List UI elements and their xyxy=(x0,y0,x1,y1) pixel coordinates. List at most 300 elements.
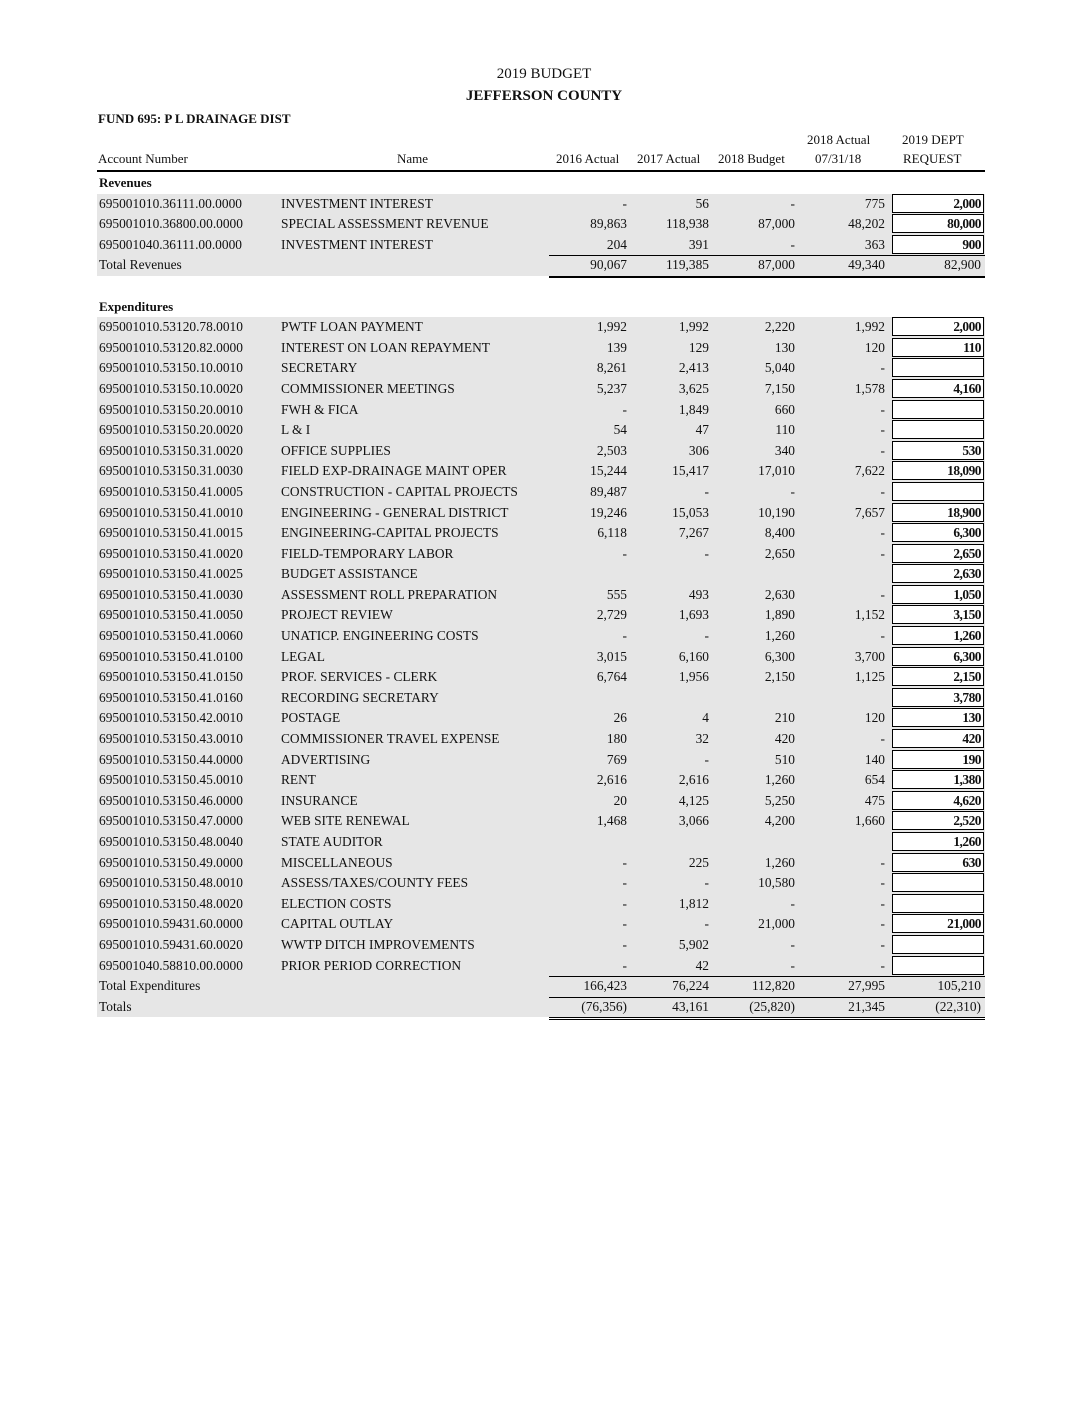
actual-2018-ytd-value: - xyxy=(880,525,885,541)
budget-2018-value: 1,890 xyxy=(764,607,795,623)
account-name: PRIOR PERIOD CORRECTION xyxy=(281,957,462,973)
actual-2018-ytd-value: 120 xyxy=(864,710,885,726)
actual-2017-value: 1,812 xyxy=(678,895,709,911)
account-name: ASSESS/TAXES/COUNTY FEES xyxy=(281,875,469,891)
actual-2018-ytd-value: - xyxy=(880,360,885,376)
budget-2018-value: 17,010 xyxy=(758,463,795,479)
account-name: INSURANCE xyxy=(281,792,358,808)
actual-2018-ytd-value: - xyxy=(880,483,885,499)
budget-2018-value: - xyxy=(790,957,795,973)
expenditure-rows xyxy=(97,317,985,976)
table-row xyxy=(97,338,985,359)
actual-2017-value: 15,417 xyxy=(672,463,709,479)
account-number: 695001010.53150.49.0000 xyxy=(99,854,243,870)
actual-2018-ytd-value: - xyxy=(880,957,885,973)
request-2019-value: 1,380 xyxy=(953,772,981,788)
table-row xyxy=(97,811,985,832)
actual-2017-value: 225 xyxy=(688,854,709,870)
request-2019-value: 2,650 xyxy=(953,545,981,561)
request-2019-value: 110 xyxy=(963,339,981,355)
account-number: 695001010.53150.47.0000 xyxy=(99,813,243,829)
budget-2018-value: 7,150 xyxy=(764,380,795,396)
account-number: 695001040.36111.00.0000 xyxy=(99,236,242,252)
actual-2016-value: 139 xyxy=(606,339,627,355)
account-name: FWH & FICA xyxy=(281,401,359,417)
request-2019-input[interactable] xyxy=(892,420,984,439)
total-2018-budget-value: (25,820) xyxy=(749,998,795,1014)
account-number: 695001010.59431.60.0000 xyxy=(99,916,243,932)
total-revenues-underline xyxy=(549,276,985,278)
total-2018-budget-value: 87,000 xyxy=(758,257,795,273)
request-2019-input[interactable] xyxy=(892,461,984,480)
actual-2016-value: 89,863 xyxy=(590,216,627,232)
request-2019-input[interactable] xyxy=(892,688,984,707)
actual-2018-ytd-value: 140 xyxy=(864,751,885,767)
account-name: SECRETARY xyxy=(281,360,358,376)
request-2019-value: 900 xyxy=(962,236,981,252)
actual-2018-ytd-value: 3,700 xyxy=(854,648,885,664)
total-rule xyxy=(549,255,985,256)
actual-2018-ytd-value: - xyxy=(880,731,885,747)
table-row xyxy=(97,956,985,977)
budget-2018-value: - xyxy=(790,936,795,952)
account-number: 695001010.53150.41.0020 xyxy=(99,545,243,561)
actual-2016-value: 5,237 xyxy=(596,380,627,396)
actual-2017-value: 118,938 xyxy=(665,216,709,232)
request-2019-value: 420 xyxy=(962,731,981,747)
budget-2018-value: 420 xyxy=(774,731,795,747)
request-2019-input[interactable] xyxy=(892,503,984,522)
actual-2018-ytd-value: 1,152 xyxy=(854,607,885,623)
account-number: 695001010.53150.41.0005 xyxy=(99,483,243,499)
actual-2016-value: - xyxy=(622,401,627,417)
actual-2017-value: 2,413 xyxy=(678,360,709,376)
actual-2017-value: 4,125 xyxy=(678,792,709,808)
budget-2018-value: 1,260 xyxy=(764,854,795,870)
request-2019-value: 18,090 xyxy=(947,463,981,479)
table-row xyxy=(97,832,985,853)
actual-2017-value: 15,053 xyxy=(672,504,709,520)
actual-2016-value: 2,729 xyxy=(596,607,627,623)
header-2019-request: REQUEST xyxy=(903,151,962,166)
budget-2018-value: 2,650 xyxy=(764,545,795,561)
total-2017-value: 119,385 xyxy=(665,257,709,273)
request-2019-value: 6,300 xyxy=(953,648,981,664)
account-number: 695001010.53150.20.0020 xyxy=(99,422,243,438)
budget-2018-value: 10,580 xyxy=(758,875,795,891)
table-row xyxy=(97,935,985,956)
account-number: 695001010.53150.41.0050 xyxy=(99,607,243,623)
actual-2016-value: - xyxy=(622,195,627,211)
table-row xyxy=(97,626,985,647)
total-2019-request-value: 82,900 xyxy=(944,257,981,273)
request-2019-input[interactable] xyxy=(892,894,984,913)
account-name: ASSESSMENT ROLL PREPARATION xyxy=(281,586,498,602)
request-2019-value: 21,000 xyxy=(947,916,981,932)
revenues-section-header xyxy=(97,173,985,194)
account-number: 695001010.53150.41.0010 xyxy=(99,504,243,520)
expenditures-label: Expenditures xyxy=(99,298,174,314)
actual-2016-value: 6,764 xyxy=(596,669,627,685)
header-2018-budget: 2018 Budget xyxy=(718,151,785,166)
account-name: FIELD EXP-DRAINAGE MAINT OPER xyxy=(281,463,507,479)
request-2019-input[interactable] xyxy=(892,585,984,604)
header-2018-actual: 2018 Actual xyxy=(807,132,871,147)
actual-2016-value: - xyxy=(622,628,627,644)
actual-2016-value: 2,503 xyxy=(596,442,627,458)
actual-2018-ytd-value: - xyxy=(880,936,885,952)
actual-2018-ytd-value: - xyxy=(880,442,885,458)
request-2019-input[interactable] xyxy=(892,647,984,666)
budget-2018-value: 87,000 xyxy=(758,216,795,232)
account-name: ENGINEERING - GENERAL DISTRICT xyxy=(281,504,509,520)
account-number: 695001010.53150.31.0030 xyxy=(99,463,243,479)
account-number: 695001010.53150.41.0150 xyxy=(99,669,243,685)
request-2019-value: 6,300 xyxy=(953,525,981,541)
table-row xyxy=(97,482,985,503)
actual-2018-ytd-value: 120 xyxy=(864,339,885,355)
actual-2016-value: 3,015 xyxy=(596,648,627,664)
account-name: ADVERTISING xyxy=(281,751,371,767)
account-number: 695001010.53150.48.0010 xyxy=(99,875,243,891)
account-number: 695001010.53150.10.0020 xyxy=(99,380,243,396)
account-name: MISCELLANEOUS xyxy=(281,854,393,870)
budget-2018-value: 340 xyxy=(774,442,795,458)
budget-2018-value: 2,630 xyxy=(764,586,795,602)
request-2019-input[interactable] xyxy=(892,358,984,377)
table-row xyxy=(97,914,985,935)
actual-2016-value: 19,246 xyxy=(590,504,627,520)
account-name: FIELD-TEMPORARY LABOR xyxy=(281,545,454,561)
actual-2018-ytd-value: 1,992 xyxy=(854,319,885,335)
account-number: 695001010.53120.78.0010 xyxy=(99,319,243,335)
account-name: UNATICP. ENGINEERING COSTS xyxy=(281,628,479,644)
request-2019-input[interactable] xyxy=(892,729,984,748)
budget-2018-value: - xyxy=(790,195,795,211)
header-2016-actual: 2016 Actual xyxy=(556,151,620,166)
actual-2018-ytd-value: 475 xyxy=(864,792,885,808)
actual-2018-ytd-value: 363 xyxy=(864,236,885,252)
actual-2018-ytd-value: 1,660 xyxy=(854,813,885,829)
total-2019-request-value: (22,310) xyxy=(935,998,981,1014)
budget-2018-value: 660 xyxy=(774,401,795,417)
budget-2018-value: 2,220 xyxy=(764,319,795,335)
request-2019-input[interactable] xyxy=(892,523,984,542)
table-row xyxy=(97,585,985,606)
table-row xyxy=(97,770,985,791)
actual-2018-ytd-value: - xyxy=(880,401,885,417)
actual-2017-value: 5,902 xyxy=(678,936,709,952)
request-2019-input[interactable] xyxy=(892,708,984,727)
account-number: 695001010.53150.48.0040 xyxy=(99,834,243,849)
request-2019-value: 530 xyxy=(962,442,981,458)
account-name: COMMISSIONER MEETINGS xyxy=(281,380,455,396)
request-2019-input[interactable] xyxy=(892,853,984,872)
request-2019-value: 3,780 xyxy=(953,689,981,705)
account-number: 695001010.53120.82.0000 xyxy=(99,339,243,355)
account-number: 695001010.59431.60.0020 xyxy=(99,936,243,952)
account-name: INVESTMENT INTEREST xyxy=(281,236,433,252)
table-row xyxy=(97,564,985,585)
total-2019-request-value: 105,210 xyxy=(937,978,981,994)
request-2019-input[interactable] xyxy=(892,441,984,460)
table-row xyxy=(97,708,985,729)
account-number: 695001010.53150.41.0100 xyxy=(99,648,243,664)
total-2017-value: 76,224 xyxy=(672,978,709,994)
actual-2016-value: - xyxy=(622,545,627,561)
total-rule xyxy=(549,997,985,998)
document-subtitle: JEFFERSON COUNTY xyxy=(465,88,623,104)
actual-2016-value: 89,487 xyxy=(590,483,627,499)
actual-2016-value: - xyxy=(622,957,627,973)
budget-2018-value: 4,200 xyxy=(764,813,795,829)
total-expenditures-row xyxy=(97,976,985,997)
account-number: 695001010.53150.10.0010 xyxy=(99,360,243,376)
request-2019-input[interactable] xyxy=(892,379,984,398)
actual-2016-value: 769 xyxy=(606,751,627,767)
account-name: OFFICE SUPPLIES xyxy=(281,442,391,458)
table-row xyxy=(97,853,985,874)
actual-2017-value: 493 xyxy=(688,586,709,602)
request-2019-input[interactable] xyxy=(892,873,984,892)
request-2019-input[interactable] xyxy=(892,770,984,789)
actual-2017-value: - xyxy=(704,751,709,767)
account-name: PROF. SERVICES - CLERK xyxy=(281,669,438,685)
actual-2018-ytd-value: 1,125 xyxy=(854,669,885,685)
total-label: Totals xyxy=(99,998,132,1014)
budget-2018-value: 2,150 xyxy=(764,669,795,685)
actual-2017-value: 47 xyxy=(695,422,709,438)
actual-2017-value: 1,956 xyxy=(678,669,709,685)
budget-2018-value: 510 xyxy=(774,751,795,767)
header-2019-dept: 2019 DEPT xyxy=(902,132,964,147)
table-row xyxy=(97,544,985,565)
request-2019-input[interactable] xyxy=(892,235,984,254)
document-title: 2019 BUDGET xyxy=(496,66,592,82)
header-2018-actual-date: 07/31/18 xyxy=(815,151,862,166)
actual-2016-value: 180 xyxy=(606,731,627,747)
request-2019-input[interactable] xyxy=(892,935,984,954)
table-row xyxy=(97,791,985,812)
account-name: COMMISSIONER TRAVEL EXPENSE xyxy=(281,731,500,747)
account-number: 695001010.53150.41.0025 xyxy=(99,566,243,582)
actual-2018-ytd-value: - xyxy=(880,854,885,870)
account-name: PROJECT REVIEW xyxy=(281,607,393,623)
request-2019-input[interactable] xyxy=(892,338,984,357)
request-2019-input[interactable] xyxy=(892,791,984,810)
request-2019-input[interactable] xyxy=(892,667,984,686)
table-row xyxy=(97,605,985,626)
request-2019-value: 3,150 xyxy=(953,607,981,623)
table-row xyxy=(97,688,985,709)
account-number: 695001010.53150.42.0010 xyxy=(99,710,243,726)
total-rule xyxy=(549,976,985,977)
request-2019-input[interactable] xyxy=(892,832,984,851)
actual-2016-value: 54 xyxy=(613,422,627,438)
actual-2017-value: 4 xyxy=(702,710,709,726)
actual-2017-value: 306 xyxy=(688,442,709,458)
request-2019-input[interactable] xyxy=(892,400,984,419)
actual-2017-value: 391 xyxy=(688,236,709,252)
account-number: 695001010.36111.00.0000 xyxy=(99,195,242,211)
revenues-label: Revenues xyxy=(99,175,152,190)
budget-2018-value: 10,190 xyxy=(758,504,795,520)
total-2016-value: 90,067 xyxy=(590,257,627,273)
account-name: BUDGET ASSISTANCE xyxy=(281,566,418,582)
actual-2016-value: 15,244 xyxy=(590,463,627,479)
total-2016-value: (76,356) xyxy=(581,998,627,1014)
request-2019-input[interactable] xyxy=(892,626,984,645)
actual-2018-ytd-value: 654 xyxy=(864,772,885,788)
account-number: 695001010.53150.41.0015 xyxy=(99,525,243,541)
actual-2016-value: 1,468 xyxy=(596,813,627,829)
request-2019-value: 2,630 xyxy=(953,566,981,582)
budget-2018-value: 8,400 xyxy=(764,525,795,541)
actual-2016-value: 20 xyxy=(613,792,627,808)
table-row xyxy=(97,461,985,482)
actual-2017-value: 6,160 xyxy=(678,648,709,664)
table-row xyxy=(97,400,985,421)
request-2019-value: 1,260 xyxy=(953,628,981,644)
actual-2016-value: - xyxy=(622,854,627,870)
total-2018-actual-value: 21,345 xyxy=(848,998,885,1014)
table-row xyxy=(97,894,985,915)
table-row xyxy=(97,214,985,235)
account-number: 695001010.36800.00.0000 xyxy=(99,216,243,232)
budget-table xyxy=(97,173,985,1017)
request-2019-input[interactable] xyxy=(892,564,984,583)
account-name: PWTF LOAN PAYMENT xyxy=(281,319,423,335)
actual-2018-ytd-value: - xyxy=(880,586,885,602)
account-name: WWTP DITCH IMPROVEMENTS xyxy=(281,936,475,952)
account-name: POSTAGE xyxy=(281,710,341,726)
table-row xyxy=(97,729,985,750)
total-label: Total Expenditures xyxy=(99,978,201,994)
actual-2017-value: - xyxy=(704,875,709,891)
budget-2018-value: 1,260 xyxy=(764,772,795,788)
table-row xyxy=(97,379,985,400)
request-2019-input[interactable] xyxy=(892,605,984,624)
total-2018-budget-value: 112,820 xyxy=(751,978,795,994)
actual-2018-ytd-value: - xyxy=(880,916,885,932)
actual-2017-value: 1,849 xyxy=(678,401,709,417)
actual-2018-ytd-value: - xyxy=(880,895,885,911)
request-2019-input[interactable] xyxy=(892,750,984,769)
request-2019-input[interactable] xyxy=(892,956,984,975)
budget-2018-value: 1,260 xyxy=(764,628,795,644)
actual-2016-value: - xyxy=(622,895,627,911)
account-number: 695001010.53150.20.0010 xyxy=(99,401,243,417)
table-row xyxy=(97,441,985,462)
request-2019-value: 2,520 xyxy=(953,813,981,829)
request-2019-value: 2,000 xyxy=(953,319,981,335)
actual-2016-value: 26 xyxy=(613,710,627,726)
actual-2016-value: 1,992 xyxy=(596,319,627,335)
actual-2018-ytd-value: - xyxy=(880,875,885,891)
header-rule xyxy=(97,170,985,172)
table-row xyxy=(97,420,985,441)
actual-2017-value: - xyxy=(704,916,709,932)
request-2019-input[interactable] xyxy=(892,482,984,501)
request-2019-value: 80,000 xyxy=(947,216,981,232)
actual-2017-value: 56 xyxy=(695,195,709,211)
actual-2017-value: - xyxy=(704,545,709,561)
account-name: ELECTION COSTS xyxy=(281,895,392,911)
budget-2018-value: 5,250 xyxy=(764,792,795,808)
revenue-rows xyxy=(97,194,985,256)
request-2019-input[interactable] xyxy=(892,914,984,933)
account-name: LEGAL xyxy=(281,648,325,664)
double-underline xyxy=(549,1017,985,1021)
request-2019-input[interactable] xyxy=(892,544,984,563)
actual-2016-value: - xyxy=(622,936,627,952)
table-row xyxy=(97,235,985,256)
account-name: STATE AUDITOR xyxy=(281,834,383,849)
total-2017-value: 43,161 xyxy=(672,998,709,1014)
request-2019-value: 1,050 xyxy=(953,586,981,602)
actual-2017-value: 129 xyxy=(688,339,709,355)
table-row xyxy=(97,194,985,215)
header-2017-actual: 2017 Actual xyxy=(637,151,701,166)
section-spacer xyxy=(97,276,985,297)
budget-2018-value: - xyxy=(790,483,795,499)
request-2019-input[interactable] xyxy=(892,214,984,233)
actual-2018-ytd-value: 775 xyxy=(864,195,885,211)
account-name: SPECIAL ASSESSMENT REVENUE xyxy=(281,216,489,232)
budget-2018-value: 210 xyxy=(774,710,795,726)
account-name: INTEREST ON LOAN REPAYMENT xyxy=(281,339,490,355)
request-2019-value: 2,000 xyxy=(953,195,981,211)
budget-2018-value: 130 xyxy=(774,339,795,355)
request-2019-input[interactable] xyxy=(892,194,984,213)
account-name: INVESTMENT INTEREST xyxy=(281,195,433,211)
account-name: L & I xyxy=(281,422,311,438)
actual-2018-ytd-value: - xyxy=(880,628,885,644)
actual-2016-value: 2,616 xyxy=(596,772,627,788)
budget-2018-value: 6,300 xyxy=(764,648,795,664)
table-row xyxy=(97,358,985,379)
account-number: 695001040.58810.00.0000 xyxy=(99,957,243,973)
actual-2016-value: - xyxy=(622,875,627,891)
actual-2018-ytd-value: - xyxy=(880,422,885,438)
request-2019-value: 4,160 xyxy=(953,380,981,396)
account-name: CONSTRUCTION - CAPITAL PROJECTS xyxy=(281,483,518,499)
budget-2018-value: - xyxy=(790,236,795,252)
header-name: Name xyxy=(397,151,429,166)
request-2019-input[interactable] xyxy=(892,317,984,336)
table-row xyxy=(97,503,985,524)
account-name: RENT xyxy=(281,772,316,788)
budget-2018-value: 21,000 xyxy=(758,916,795,932)
actual-2018-ytd-value: 7,622 xyxy=(854,463,885,479)
fund-label: FUND 695: P L DRAINAGE DIST xyxy=(98,111,291,126)
actual-2018-ytd-value: - xyxy=(880,545,885,561)
account-name: ENGINEERING-CAPITAL PROJECTS xyxy=(281,525,499,541)
table-row xyxy=(97,750,985,771)
account-number: 695001010.53150.31.0020 xyxy=(99,442,243,458)
total-revenues-row xyxy=(97,255,985,276)
request-2019-value: 4,620 xyxy=(953,792,981,808)
actual-2017-value: 42 xyxy=(695,957,709,973)
actual-2017-value: 7,267 xyxy=(678,525,709,541)
totals-row xyxy=(97,997,985,1018)
account-number: 695001010.53150.41.0060 xyxy=(99,628,243,644)
actual-2017-value: - xyxy=(704,628,709,644)
actual-2016-value: 6,118 xyxy=(597,525,627,541)
account-number: 695001010.53150.43.0010 xyxy=(99,731,243,747)
request-2019-input[interactable] xyxy=(892,811,984,830)
request-2019-value: 2,150 xyxy=(953,669,981,685)
